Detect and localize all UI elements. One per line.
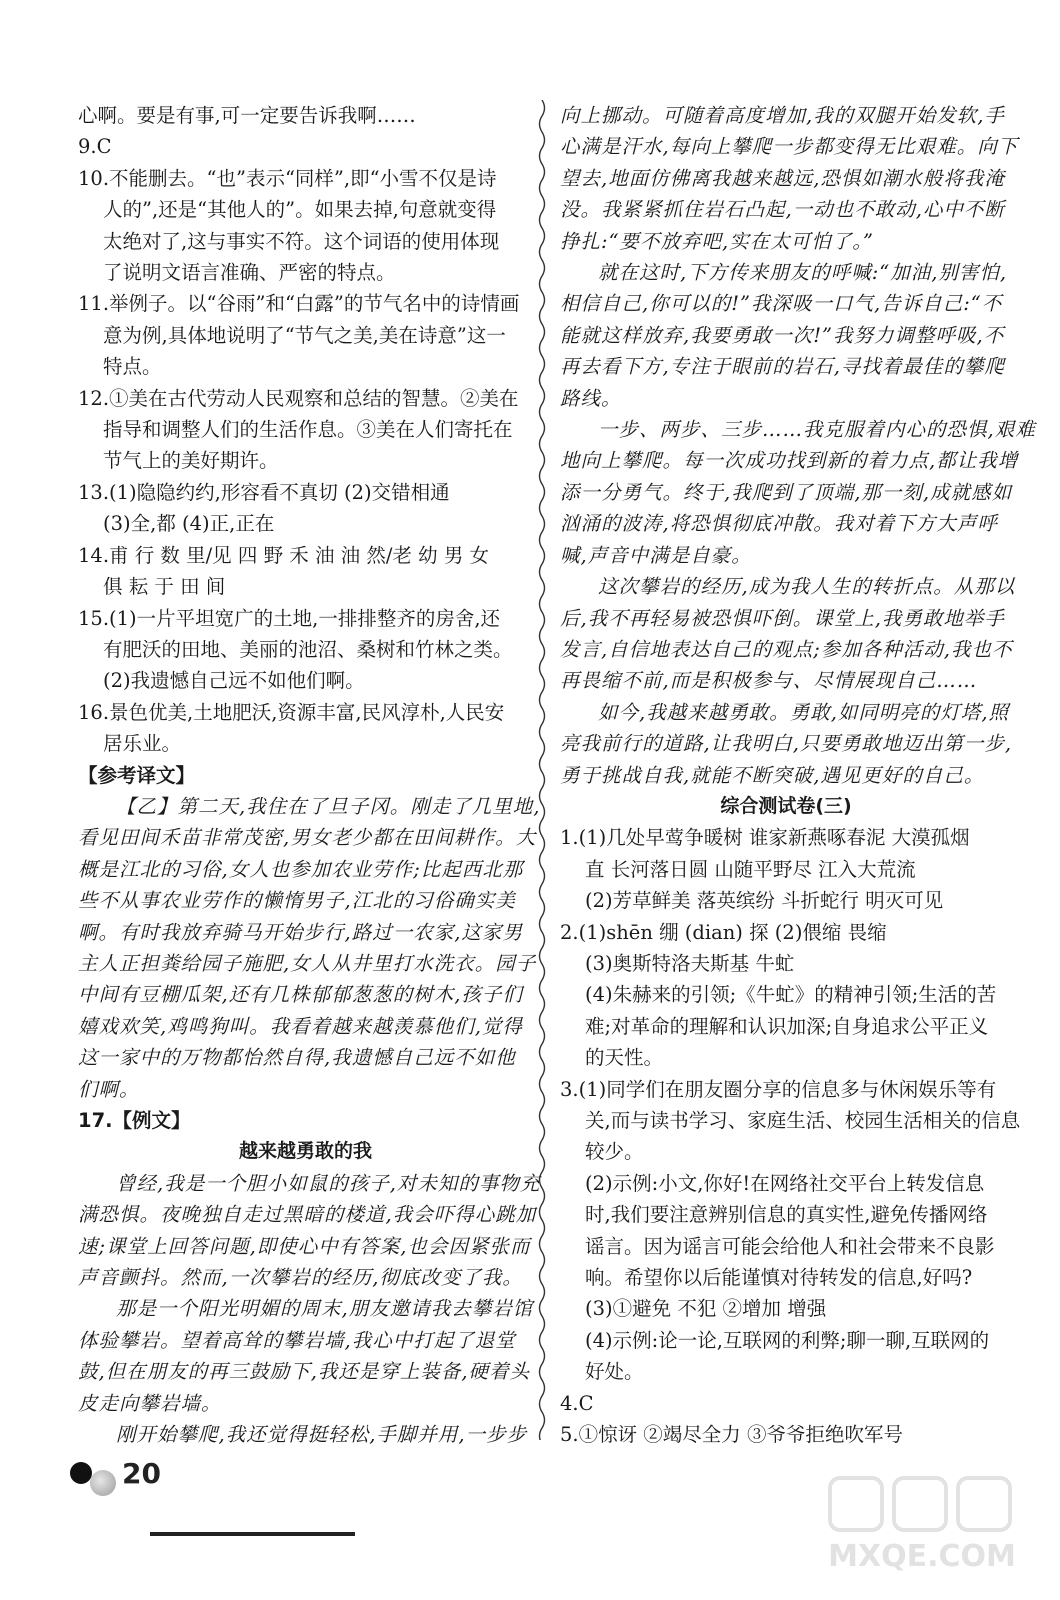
right-column — [560, 100, 1036, 1450]
right-column-line: 勇于挑战自我,就能不断突破,遇见更好的自己。 — [560, 763, 985, 787]
left-column-line: 嬉戏欢笑,鸡鸣狗叫。我看着越来越羡慕他们,觉得 — [78, 1014, 523, 1038]
right-column-line: 较少。 — [585, 1140, 644, 1164]
right-column-line: 再畏缩不前,而是积极参与、尽情展现自己…… — [560, 669, 978, 693]
right-column-line: 就在这时,下方传来朋友的呼喊:“加油,别害怕, — [598, 261, 1008, 285]
left-column-line: 那是一个阳光明媚的周末,朋友邀请我去攀岩馆 — [116, 1297, 534, 1321]
left-column-line: (2)我遗憾自己远不如他们啊。 — [103, 669, 365, 693]
left-column-line: 人的”,还是“其他人的”。如果去掉,句意就变得 — [103, 198, 497, 222]
right-column-line: 1.(1)几处早莺争暖树 谁家新燕啄春泥 大漠孤烟 — [560, 826, 970, 850]
watermark-logo — [822, 1470, 1022, 1580]
left-column-line: 了说明文语言准确、严密的特点。 — [103, 261, 396, 285]
right-column-line: 一步、两步、三步……我克服着内心的恐惧,艰难 — [598, 418, 1036, 442]
right-column-line: (4)朱赫来的引领;《牛虻》的精神引领;生活的苦 — [585, 983, 997, 1007]
right-column-line: 没。我紧紧抓住岩石凸起,一动也不敢动,心中不断 — [560, 198, 1005, 222]
right-column-line: (3)①避免 不犯 ②增加 增强 — [585, 1297, 827, 1321]
right-column-line: 再去看下方,专注于眼前的岩石,寻找着最佳的攀爬 — [560, 355, 1005, 379]
right-column-line: 发言,自信地表达自己的观点;参加各种活动,我也不 — [560, 637, 1013, 661]
right-column-line: 的天性。 — [585, 1046, 664, 1070]
left-column-line: 11.举例子。以“谷雨”和“白露”的节气名中的诗情画 — [78, 292, 520, 316]
left-column-line: 这一家中的万物都怡然自得,我遗憾自己远不如他 — [78, 1046, 516, 1070]
left-column-line: 指导和调整人们的生活作息。③美在人们寄托在 — [103, 418, 513, 442]
right-column-line: 挣扎:“要不放弃吧,实在太可怕了。” — [560, 229, 874, 253]
page-number-dot-icon — [70, 1462, 92, 1484]
right-column-line: 综合测试卷(三) — [720, 794, 852, 817]
left-column-line: 主人正担粪给园子施肥,女人从井里打水洗衣。园子 — [78, 951, 537, 975]
left-column-line: 鼓,但在朋友的再三鼓励下,我还是穿上装备,硬着头 — [78, 1360, 531, 1384]
left-column-line: 10.不能删去。“也”表示“同样”,即“小雪不仅是诗 — [78, 166, 497, 190]
right-column-line: 路线。 — [560, 386, 622, 410]
right-column-line: 响。希望你以后能谨慎对待转发的信息,好吗? — [585, 1266, 973, 1290]
right-column-line: 能就这样放弃,我要勇敢一次!”我努力调整呼吸,不 — [560, 323, 1005, 347]
right-column-line: 这次攀岩的经历,成为我人生的转折点。从那以 — [598, 575, 1016, 599]
right-column-line: 5.①惊讶 ②竭尽全力 ③爷爷拒绝吹军号 — [560, 1423, 904, 1447]
left-column-line: 心啊。要是有事,可一定要告诉我啊…… — [78, 104, 416, 127]
right-column-line: 望去,地面仿佛离我越来越远,恐惧如潮水般将我淹 — [560, 166, 1005, 190]
left-column-line: 中间有豆棚瓜架,还有几株郁郁葱葱的树木,孩子们 — [78, 983, 523, 1007]
right-column-line: 地向上攀爬。每一次成功找到新的着力点,都让我增 — [560, 449, 1019, 473]
right-column-line: 向上挪动。可随着高度增加,我的双腿开始发软,手 — [560, 104, 1005, 127]
bottom-rule — [150, 1532, 355, 1536]
left-column-line: 皮走向攀岩墙。 — [78, 1391, 222, 1415]
left-column-line: 曾经,我是一个胆小如鼠的孩子,对未知的事物充 — [116, 1171, 541, 1195]
right-column-line: (4)示例:论一论,互联网的利弊;聊一聊,互联网的 — [585, 1328, 990, 1352]
right-column-line: 2.(1)shēn 绷 (dian) 探 (2)偎缩 畏缩 — [560, 920, 887, 944]
left-column — [78, 100, 541, 1450]
left-column-line: 节气上的美好期许。 — [103, 449, 279, 473]
left-column-line: 【乙】第二天,我住在了旦子冈。刚走了几里地, — [116, 794, 541, 818]
left-column-line: 居乐业。 — [103, 732, 182, 756]
left-column-line: 刚开始攀爬,我还觉得挺轻松,手脚并用,一步步 — [116, 1423, 528, 1447]
right-column-line: 添一分勇气。终于,我爬到了顶端,那一刻,成就感如 — [560, 480, 1013, 504]
right-column-line: 如今,我越来越勇敢。勇敢,如同明亮的灯塔,照 — [598, 700, 1010, 724]
right-column-line: (2)芳草鲜美 落英缤纷 斗折蛇行 明灭可见 — [585, 889, 944, 913]
left-column-line: 9.C — [78, 135, 112, 159]
right-column-line: 汹涌的波涛,将恐惧彻底冲散。我对着下方大声呼 — [560, 512, 998, 536]
left-column-line: 意为例,具体地说明了“节气之美,美在诗意”这一 — [103, 323, 506, 347]
left-column-line: (3)全,都 (4)正,正在 — [103, 512, 275, 536]
left-column-line: 15.(1)一片平坦宽广的土地,一排排整齐的房舍,还 — [78, 606, 501, 630]
left-column-line: 满恐惧。夜晚独自走过黑暗的楼道,我会吓得心跳加 — [78, 1203, 537, 1227]
left-column-line: 速;课堂上回答问题,即使心中有答案,也会因紧张而 — [78, 1234, 531, 1258]
right-column-line: 关,而与读书学习、家庭生活、校园生活相关的信息 — [585, 1109, 1021, 1132]
right-column-line: 好处。 — [585, 1360, 644, 1384]
right-column-line: 亮我前行的道路,让我明白,只要勇敢地迈出第一步, — [560, 732, 1013, 756]
left-column-line: 12.①美在古代劳动人民观察和总结的智慧。②美在 — [78, 386, 519, 410]
left-column-line: 们啊。 — [78, 1077, 140, 1101]
right-column-line: (2)示例:小文,你好!在网络社交平台上转发信息 — [585, 1171, 985, 1195]
left-column-line: 体验攀岩。望着高耸的攀岩墙,我心中打起了退堂 — [78, 1328, 516, 1352]
left-column-line: 17.【例文】 — [78, 1109, 191, 1132]
right-column-line: 4.C — [560, 1391, 594, 1415]
right-column-line: 难;对革命的理解和认识加深;自身追求公平正义 — [585, 1014, 989, 1038]
left-column-line: 啊。有时我放弃骑马开始步行,路过一农家,这家男 — [78, 920, 523, 944]
right-column-line: 心满是汗水,每向上攀爬一步都变得无比艰难。向下 — [560, 135, 1019, 159]
column-divider — [536, 100, 548, 1440]
left-column-line: 些不从事农业劳作的懒惰男子,江北的习俗确实美 — [78, 889, 516, 913]
left-column-line: 16.景色优美,土地肥沃,资源丰富,民风淳朴,人民安 — [78, 700, 505, 724]
left-column-line: 概是江北的习俗,女人也参加农业劳作;比起西北那 — [78, 857, 524, 881]
left-column-line: 看见田间禾苗非常茂密,男女老少都在田间耕作。大 — [78, 826, 537, 850]
left-column-line: 特点。 — [103, 355, 162, 379]
page-number: 20 — [122, 1457, 161, 1490]
right-column-line: 谣言。因为谣言可能会给他人和社会带来不良影 — [585, 1234, 995, 1258]
left-column-line: 有肥沃的田地、美丽的池沼、桑树和竹林之类。 — [103, 637, 513, 661]
page-number-circle-icon — [90, 1470, 116, 1496]
right-column-line: 3.(1)同学们在朋友圈分享的信息多与休闲娱乐等有 — [560, 1077, 997, 1101]
right-column-line: 相信自己,你可以的!”我深吸一口气,告诉自己:“不 — [560, 292, 1003, 316]
left-column-line: 俱 耘 于 田 间 — [103, 575, 226, 599]
right-column-line: 喊,声音中满是自豪。 — [560, 543, 752, 567]
svg-text:MXQE.COM: MXQE.COM — [828, 1539, 1016, 1574]
right-column-line: 时,我们要注意辨别信息的真实性,避免传播网络 — [585, 1203, 988, 1227]
left-column-line: 声音颤抖。然而,一次攀岩的经历,彻底改变了我。 — [78, 1266, 523, 1290]
left-column-line: 【参考译文】 — [78, 763, 196, 787]
right-column-line: (3)奥斯特洛夫斯基 牛虻 — [585, 951, 795, 975]
left-column-line: 14.甫 行 数 里/见 四 野 禾 油 油 然/老 幼 男 女 — [78, 543, 490, 567]
left-column-line: 太绝对了,这与事实不符。这个词语的使用体现 — [103, 229, 500, 253]
right-column-line: 后,我不再轻易被恐惧吓倒。课堂上,我勇敢地举手 — [560, 606, 1005, 630]
right-column-line: 直 长河落日圆 山随平野尽 江入大荒流 — [585, 857, 916, 881]
left-column-line: 越来越勇敢的我 — [238, 1140, 372, 1163]
left-column-line: 13.(1)隐隐约约,形容看不真切 (2)交错相通 — [78, 480, 450, 504]
